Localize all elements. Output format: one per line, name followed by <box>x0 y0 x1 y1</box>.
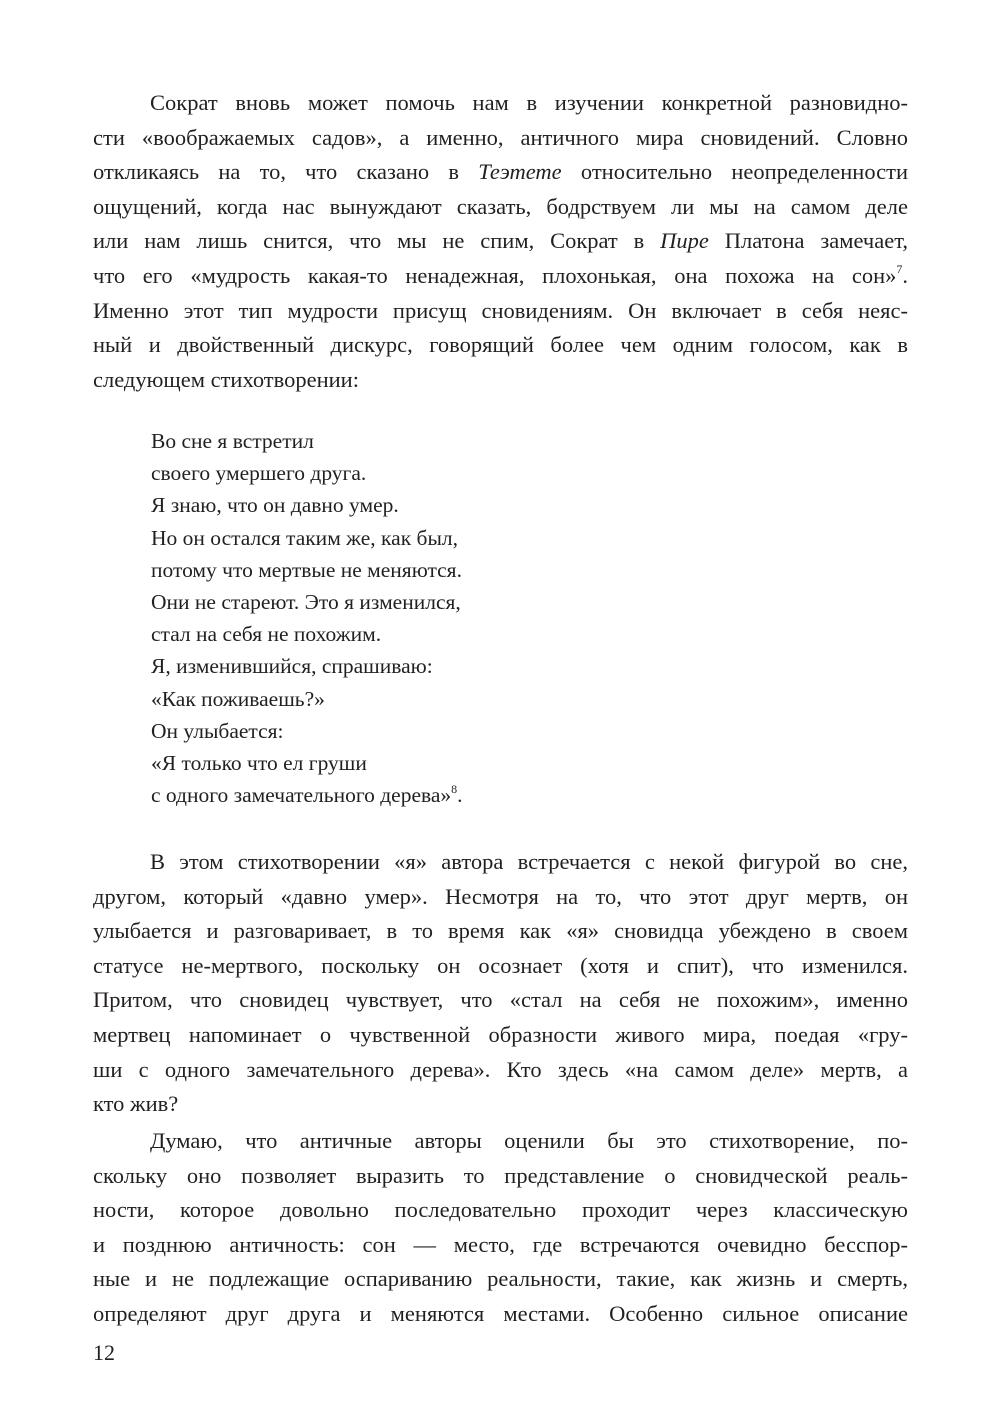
text-segment: Я знаю, что он давно умер. <box>151 493 399 518</box>
text-segment: Но он остался таким же, как был, <box>151 525 459 550</box>
text-line <box>151 683 463 715</box>
text-segment: «Как поживаешь?» <box>151 686 325 711</box>
text-segment: кто жив? <box>93 1091 179 1117</box>
text-segment: статусе не-мертвого, поскольку он осознает (хотя и спит), что изменился. <box>93 952 908 978</box>
paragraph-1 <box>93 86 908 397</box>
text-line <box>93 155 908 190</box>
text-line <box>93 845 908 880</box>
text-line <box>93 949 908 984</box>
text-segment: что его «мудрость какая-то ненадежная, плохонькая, она похожа на сон» <box>93 262 897 288</box>
text-segment: Именно этот тип мудрости присущ сновидениям. Он включает в себя неяс- <box>93 297 908 323</box>
text-segment: Я, изменившийся, спрашиваю: <box>151 654 433 679</box>
text-line <box>151 650 463 682</box>
text-segment: стал на себя не похожим. <box>151 622 382 647</box>
text-segment: сти «воображаемых садов», а именно, античного мира сновидений. Словно <box>93 124 908 150</box>
text-segment: с одного замечательного дерева» <box>151 783 452 808</box>
text-line <box>93 1124 908 1159</box>
text-segment: Платона замечает, <box>708 228 908 254</box>
text-segment: Сократ вновь может помочь нам в изучении конкретной разновидно- <box>150 90 908 115</box>
text-line <box>93 1228 908 1263</box>
text-line <box>93 1193 908 1228</box>
text-segment: потому что мертвые не меняются. <box>151 557 462 582</box>
text-segment: ный и двойственный дискурс, говорящий более чем одним голосом, как в <box>93 332 908 358</box>
text-segment: . <box>457 783 463 808</box>
text-segment: ные и не подлежащие оспариванию реальности, такие, как жизнь и смерть, <box>93 1266 908 1292</box>
text-segment: относительно неопределенности <box>561 159 908 185</box>
text-line <box>93 86 908 121</box>
text-segment: ности, которое довольно последовательно проходит через классическую <box>93 1197 908 1223</box>
page-number: 12 <box>93 1340 115 1365</box>
italic-title: Теэтете <box>478 159 562 185</box>
italic-title: Пире <box>660 228 709 254</box>
text-line <box>93 259 908 294</box>
text-line <box>93 1053 908 1088</box>
text-line <box>93 1297 908 1332</box>
text-segment: другом, который «давно умер». Несмотря на то, что этот друг мертв, он <box>93 883 908 909</box>
text-line <box>93 363 908 398</box>
text-line <box>93 190 908 225</box>
text-line <box>93 1018 908 1053</box>
text-line <box>151 715 463 747</box>
text-line <box>93 1262 908 1297</box>
text-segment: Во сне я встретил <box>151 429 314 453</box>
text-segment: Он улыбается: <box>151 718 284 743</box>
text-line <box>93 983 908 1018</box>
text-line <box>93 1159 908 1194</box>
text-segment: . <box>902 262 908 288</box>
text-line <box>151 747 463 779</box>
text-line <box>151 522 463 554</box>
paragraph-2 <box>93 845 908 1122</box>
text-line <box>151 586 463 618</box>
footnote-ref: 7 <box>896 261 903 276</box>
poem <box>151 425 463 811</box>
text-line <box>151 457 463 489</box>
text-segment: мертвец напоминает о чувственной образности живого мира, поедая «гру- <box>93 1021 908 1047</box>
text-segment: Притом, что сновидец чувствует, что «стал на себя не похожим», именно <box>93 987 908 1013</box>
footnote-ref: 8 <box>451 782 458 797</box>
text-line <box>93 224 908 259</box>
text-line <box>93 294 908 329</box>
text-segment: определяют друг друга и меняются местами. Особенно сильное описание <box>93 1300 908 1326</box>
text-segment: откликаясь на то, что сказано в <box>93 159 479 185</box>
text-segment: или нам лишь снится, что мы не спим, Сократ в <box>93 228 661 254</box>
text-segment: ощущений, когда нас вынуждают сказать, бодрствуем ли мы на самом деле <box>93 193 908 219</box>
text-segment: «Я только что ел груши <box>151 750 367 775</box>
text-line <box>151 618 463 650</box>
text-line <box>151 779 463 811</box>
text-line <box>93 328 908 363</box>
text-line <box>151 554 463 586</box>
text-segment: улыбается и разговаривает, в то время как «я» сновидца убеждено в своем <box>93 918 908 944</box>
text-segment: Думаю, что античные авторы оценили бы это стихотворение, по- <box>150 1128 908 1153</box>
text-segment: скольку оно позволяет выразить то представление о сновидческой реаль- <box>93 1162 908 1188</box>
text-line <box>93 1087 908 1122</box>
text-line <box>93 121 908 156</box>
paragraph-3 <box>93 1124 908 1332</box>
text-segment: своего умершего друга. <box>151 461 367 486</box>
text-line <box>151 425 463 457</box>
text-segment: и позднюю античность: сон — место, где встречаются очевидно бесспор- <box>93 1231 908 1257</box>
text-line <box>93 914 908 949</box>
text-line <box>93 880 908 915</box>
text-segment: следующем стихотворении: <box>93 366 359 392</box>
text-segment: В этом стихотворении «я» автора встречается с некой фигурой во сне, <box>150 849 908 874</box>
text-segment: ши с одного замечательного дерева». Кто здесь «на самом деле» мертв, а <box>93 1056 908 1082</box>
text-line <box>151 489 463 521</box>
text-segment: Они не стареют. Это я изменился, <box>151 589 461 614</box>
